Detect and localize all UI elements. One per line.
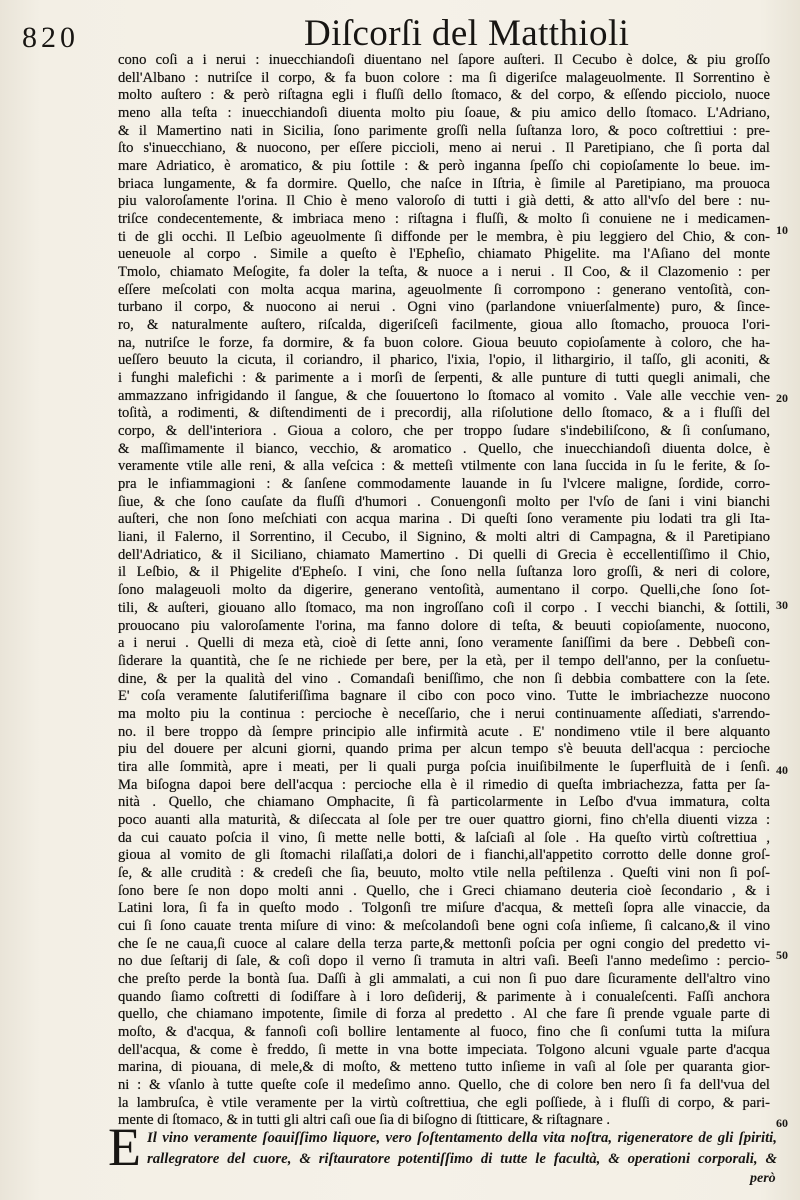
text-line: meno alla teſta : inuecchiandoſi diuenta molto piu ſoaue, & piu amico dello ſtomaco. L'Adriano,	[118, 105, 770, 122]
text-line: che ſe ne caua,ſi cuoce al calare della terza parte,& mettonſi poſcia per ogni congio del predetto vi-	[118, 935, 770, 952]
text-line: ſto s'inuecchiano, & nuocono, per eſſere piccioli, meno ai nerui . Il Paretipiano, che ſi porta dal	[118, 140, 770, 157]
text-line: dell'Adriatico, & il Siciliano, chiamato Mamertino . Di quelli di Grecia è eccellentiſſimo il Chio,	[118, 546, 770, 563]
page-number: 820	[22, 21, 79, 54]
text-line: eſſere meſcolati con molta acqua marina, ageuolmente ſi corrompono : generano ventoſità, con-	[118, 281, 770, 298]
text-line: ni : & vſanlo à tutte queſte coſe il medeſimo anno. Quello, che di colore ben nero ſi fa dell'vua del	[118, 1076, 770, 1093]
text-line: veramente vtile alle reni, & alla veſcica : & metteſi vtilmente con lana ſuccida in ſu le ferite, & ſo-	[118, 458, 770, 475]
text-line: ſe, & alle crudità : & credeſi che ſia, beuuto, molto vtile nella peſtilenza . Queſti vini non ſi poſ-	[118, 864, 770, 881]
closing-italic-line: Il vino veramente ſoauiſſimo liquore, vero ſoſtentamento della vita noſtra, rigeneratore de gli ſpiriti,	[147, 1130, 777, 1146]
text-line: ſiue, & che ſono cauſate da fluſſi d'humori . Conuengonſi molto per l'vſo de ſani i vini bianchi	[118, 493, 770, 510]
margin-line-number: 30	[776, 598, 788, 612]
text-line: tira alle ſommità, apre i meati, per li quali purga poſcia inuiſibilmente le ſuperfluità de i ſenſi.	[118, 758, 770, 775]
margin-line-number: 50	[776, 948, 788, 962]
text-line: toſità, a rodimenti, & diſtendimenti de i precordij, alla riſolutione dello ſtomaco, & a i fluſſi del	[118, 405, 770, 422]
margin-line-number: 10	[776, 223, 788, 237]
text-line: da cui cauato poſcia il vino, ſi mette nelle botti, & laſciaſi al ſole . Ha queſto virtù coſtrettiua ,	[118, 829, 770, 846]
text-line: molto auſtero : & però riſtagna egli i fluſſi dello ſtomaco, & del corpo, & eſſendo picciolo, nuoce	[118, 87, 770, 104]
text-line: tili, & auſteri, giouano allo ſtomaco, ma non ingroſſano coſi il corpo . I vecchi bianchi, & ſottili,	[118, 599, 770, 616]
text-line: ueſſero beuuto la cicuta, il coriandro, il pharico, l'ixia, l'opio, il lithargirio, il taſſo, gli aconiti, &	[118, 352, 770, 369]
text-line: ro, & naturalmente auſtero, riſcalda, digeriſceſi facilmente, gioua allo ſtomacho, prouoca l'ori-	[118, 317, 770, 334]
catchword: però	[750, 1171, 776, 1186]
text-line: poco auanti alla maturità, & diſeccata al ſole per tre ouer quattro giorni, fino ch'ella diuenti vizza :	[118, 811, 770, 828]
text-line: la lambruſca, è vtile veramente per la virtù coſtrettiua, che egli poſſiede, à i fluſſi di corpo, & pari-	[118, 1094, 770, 1111]
margin-line-number: 60	[776, 1116, 788, 1130]
text-line: cui ſi ſono cauate trenta miſure di vino: & meſcolandoſi bene ogni coſa inſieme, ſi calcano,& il vino	[118, 917, 770, 934]
text-line: no due ſeſtarij di ſale, & coſi dopo il verno ſi tramuta in altri vaſi. Beeſi l'anno medeſimo : percio-	[118, 953, 770, 970]
text-line: il Leſbio, & il Phigelite d'Epheſo. I vini, che ſono nella ſuſtanza loro groſſi, & neri di colore,	[118, 564, 770, 581]
text-line: quello, che chiamano impotente, ſimile di forza al predetto . Al che fare ſi prende vguale parte di	[118, 1006, 770, 1023]
text-line: ſono malageuoli molto da digerire, generano ventoſità, aumentano il corpo. Quelli,che ſono ſot-	[118, 582, 770, 599]
text-line: ammazzano infrigidando il ſangue, & che ſouuertono lo ſtomaco al vomito . Vale alle vecchie ven-	[118, 387, 770, 404]
text-line: ſiderare la quantità, che ſe ne richiede per bere, per la età, per il tempo dell'anno, per la conſuetu-	[118, 652, 770, 669]
text-line: liani, il Falerno, il Sorrentino, il Cecubo, il Signino, & molti altri di Campagna, & il Paretipiano	[118, 529, 770, 546]
text-line: dell'Albano : nutriſce il corpo, & fa buon colore : ma ſi digeriſce malageuolmente. Il Sorrentino è	[118, 69, 770, 86]
margin-line-number: 40	[776, 763, 788, 777]
text-line: ueneuole al corpo . Simile a queſto è l'Epheſio, chiamato Phigelite. ma l'Aſiano del monte	[118, 246, 770, 263]
text-line: ma molto piu la continua : percioche è neceſſario, che i nerui continuamente aſſediati, s'arrendo-	[118, 705, 770, 722]
text-line: turbano il corpo, & nuocono ai nerui . Ogni vino (parlandone vniuerſalmente) puro, & ſince-	[118, 299, 770, 316]
running-title: Diſcorſi del Matthioli	[304, 13, 630, 54]
text-line: triſce condecentemente, & imbriaca meno : riſtagna i fluſſi, & molto ſi conuiene ne i medicamen-	[118, 211, 770, 228]
text-line: mare Adriatico, è aromatico, & piu ſottile : & però inganna ſpeſſo chi copioſamente lo beue. im-	[118, 158, 770, 175]
text-line: na, nutriſce le forze, fa dormire, & fa buon colore. Gioua beuuto copioſamente à coloro, che ha-	[118, 334, 770, 351]
text-line: ſono bere ſe non dopo molti anni . Quello, che i Greci chiamano deuteria cioè ſecondario , & i	[118, 882, 770, 899]
text-line: Latini lora, ſi fa in queſto modo . Tolgonſi tre miſure d'acqua, & metteſi ſopra alle vinaccie, da	[118, 900, 770, 917]
closing-italic-line: rallegratore del cuore, & riſtauratore potentiſſimo di tutte le facultà, & operationi corporali, &	[147, 1151, 777, 1167]
text-line: pra le infiammagioni : & ſanſene commodamente lauande in ſu l'vlcere maligne, ſordide, corro-	[118, 476, 770, 493]
text-line: briaca lungamente, & fa dormire. Quello, che naſce in Iſtria, è ſimile al Paretipiano, ma prouoca	[118, 175, 770, 192]
text-line: nità . Quello, che chiamano Omphacite, ſi fà particolarmente in Leſbo d'vua immatura, colta	[118, 794, 770, 811]
text-line: a i nerui . Quelli di meza età, cioè di ſette anni, ſono veramente ſaniſſimi da bere . Debbeſi con-	[118, 635, 770, 652]
text-line: dine, & per la qualità del vino . Comandaſi beniſſimo, che non ſi debbia combattere con la ſete.	[118, 670, 770, 687]
body-text	[118, 52, 770, 1130]
drop-cap-initial: E	[108, 1117, 141, 1177]
text-line: Tmolo, chiamato Meſogite, fa doler la teſta, & nuoce a i nerui . Il Coo, & il Clazomenio : per	[118, 264, 770, 281]
text-line: dell'acqua, & come è freddo, ſi mette in vna botte impeciata. Tolgono alcuni vguale parte d'acqua	[118, 1041, 770, 1058]
text-line: piu valoroſamente l'orina. Il Chio è meno valoroſo di tutti i già detti, & atto all'vſo del bere : nu-	[118, 193, 770, 210]
text-line: Ma biſogna dapoi bere dell'acqua : percioche ella è il rimedio di queſta imbriachezza, fatta per ſa-	[118, 776, 770, 793]
text-line: no. il bere troppo dà ſempre principio alle infirmità acute . E' nondimeno vtile il bere alquanto	[118, 723, 770, 740]
margin-line-number: 20	[776, 391, 788, 405]
text-line: i funghi malefichi : & parimente a i morſi de ſerpenti, & alle punture di tutti quegli animali, che	[118, 370, 770, 387]
text-line: corpo, & dell'interiora . Gioua a coloro, che per troppo ſudare s'indebiliſcono, & ſi conſumano,	[118, 423, 770, 440]
text-line: piu del douere per alcuni giorni, quando prima per alcun tempo s'è beuuta dell'acqua : percioche	[118, 741, 770, 758]
text-line: moſto, & d'acqua, & fannoſi coſi bollire lentamente al fuoco, fino che ſi conſumi tutta la miſura	[118, 1023, 770, 1040]
text-line: auſteri, che non ſono meſchiati con acqua marina . Di queſti ſono veramente piu lodati tra gli Ita-	[118, 511, 770, 528]
text-line: & il Mamertino nati in Sicilia, ſono parimente groſſi nella ſuſtanza loro, & poco coſtrettiui : pre-	[118, 122, 770, 139]
text-line: E' coſa veramente ſalutiferiſſima bagnare il cibo con poco vino. Tutte le imbriachezze nuocono	[118, 688, 770, 705]
text-line: prouocano piu valoroſamente l'orina, ma fanno dolore di teſta, & beuuti copioſamente, nuocono,	[118, 617, 770, 634]
text-line: ti de gli occhi. Il Leſbio ageuolmente ſi diffonde per le membra, è piu leggiero del Chio, & con-	[118, 228, 770, 245]
text-line: & maſſimamente il bianco, vecchio, & aromatico . Quello, che inuecchiandoſi diuenta dolce, è	[118, 440, 770, 457]
text-line: marina, di piouana, di mele,& di moſto, & metteno tutto inſieme in vaſi al ſole per quaranta gior-	[118, 1059, 770, 1076]
text-line: che preſto perde la bontà ſua. Daſſi à gli ammalati, a cui non ſi puo dare ſicuramente dell'altro vino	[118, 970, 770, 987]
text-line: gioua al vomito de gli ſtomachi rilaſſati,a dolori de i fianchi,all'appetito corrotto delle donne groſ-	[118, 847, 770, 864]
text-line: mente di ſtomaco, & in tutti gli altri caſi oue ſia di biſogno di ſtitticare, & riſtagnare .	[118, 1112, 611, 1129]
text-line: cono coſi a i nerui : inuecchiandoſi diuentano nel ſapore auſteri. Il Cecubo è dolce, & piu groſſo	[118, 52, 770, 68]
text-line: quando ſiamo coſtretti di ſodiſfare à i loro deſiderij, & parimente à i conualeſcenti. Faſſi anchora	[118, 988, 770, 1005]
